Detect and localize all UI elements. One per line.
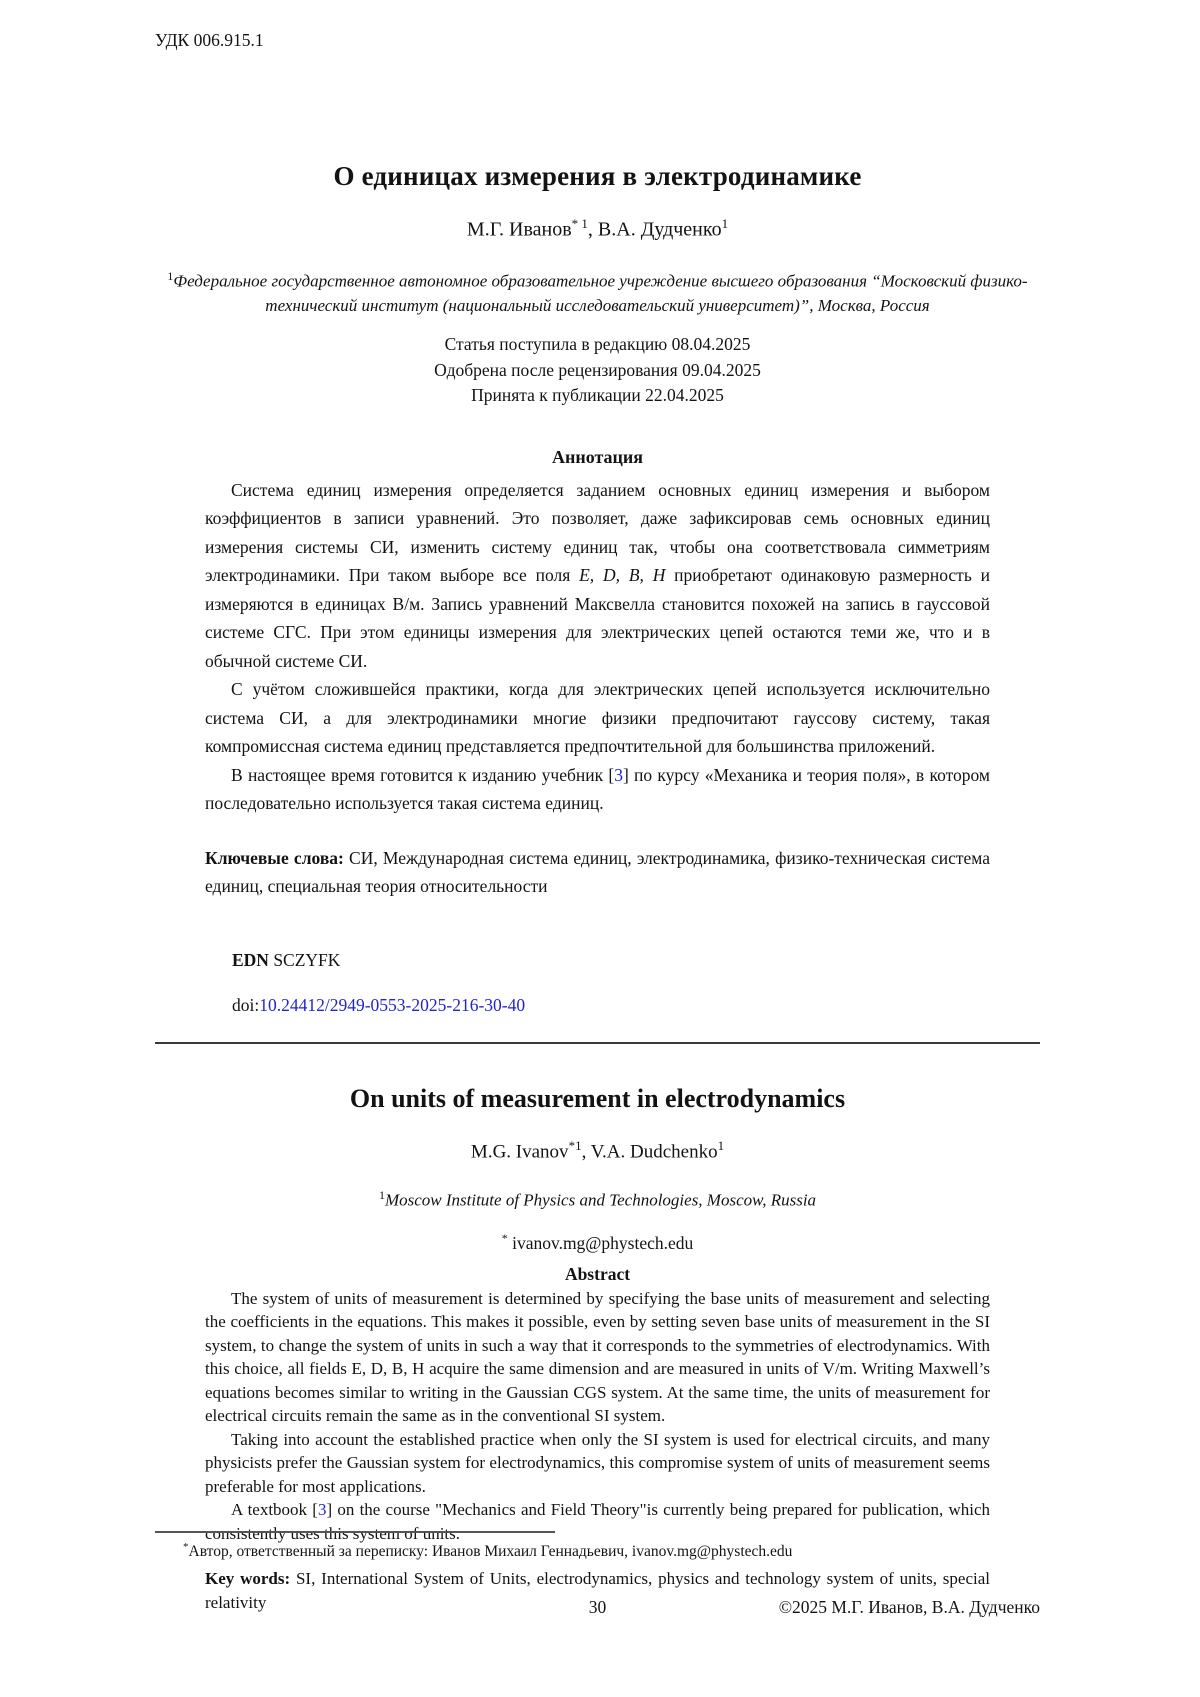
text-run: Система единиц измерения определяется заданием основных единиц измерения и выбором коэффициентов в записи уравнений. Это позволяет, даже зафиксировав семь основных единиц измерения системы СИ, изменить систему единиц так, чтобы она соответствовала симметриям электродинамики. При таком выборе все поля bbox=[205, 479, 990, 586]
text-run: ] по курсу «Механика и теория поля», в котором последовательно используется такая система единиц. bbox=[205, 764, 990, 814]
citation-link[interactable]: 3 bbox=[614, 764, 623, 785]
email-text: ivanov.mg@phystech.edu bbox=[507, 1232, 694, 1253]
abstract-paragraph bbox=[205, 761, 990, 818]
date-reviewed: Одобрена после рецензирования 09.04.2025 bbox=[434, 359, 761, 380]
keywords-text: СИ, Международная система единиц, электродинамика, физико-техническая система единиц, специальная теория относительности bbox=[205, 847, 990, 896]
author-name: В.А. Дудченко bbox=[597, 218, 722, 241]
text-run: The system of units of measurement is determined by specifying the base units of measurement and selecting the coefficients in the equations. This makes it possible, even by setting seven base units of measurement in the SI system, to change the system of units in such a way that it corresponds to the symmetries of electrodynamics. With this choice, all fields E, D, B, H acquire the same dimension and are measured in units of V/m. Writing Maxwell’s equations becomes similar to writing in the Gaussian CGS system. At the same time, the units of measurement for electrical circuits remain the same as in the conventional SI system. bbox=[205, 1288, 990, 1426]
doi-line bbox=[155, 995, 1040, 1016]
affiliation-marker: 1 bbox=[167, 268, 174, 283]
edn-line bbox=[155, 950, 1040, 971]
edn-label: EDN bbox=[232, 949, 269, 970]
section-divider bbox=[155, 1042, 1040, 1044]
author-name: М.Г. Иванов bbox=[466, 218, 572, 241]
russian-authors bbox=[155, 216, 1040, 242]
authors-separator: , bbox=[587, 218, 598, 241]
footnote-marker: * bbox=[183, 1541, 189, 1553]
keywords-label: Ключевые слова: bbox=[205, 847, 344, 868]
russian-abstract bbox=[205, 476, 990, 818]
abstract-paragraph bbox=[205, 675, 990, 761]
author-marker: *1 bbox=[568, 1137, 582, 1153]
citation-link[interactable]: 3 bbox=[317, 1500, 327, 1520]
english-title: On units of measurement in electrodynamics bbox=[349, 1083, 846, 1113]
english-authors bbox=[155, 1138, 1040, 1163]
footnote-rule bbox=[155, 1531, 555, 1533]
russian-title: О единицах измерения в электродинамике bbox=[333, 161, 862, 191]
russian-affiliation bbox=[155, 264, 1040, 319]
page-number: 30 bbox=[588, 1597, 607, 1617]
footnote-text-line bbox=[155, 1541, 1040, 1561]
footnote-text: Автор, ответственный за переписку: Иванов Михаил Геннадьевич, ivanov.mg@phystech.edu bbox=[188, 1543, 793, 1561]
author-marker: 1 bbox=[721, 216, 729, 231]
english-abstract bbox=[205, 1287, 990, 1546]
doi-prefix: doi: bbox=[232, 994, 260, 1015]
author-name: V.A. Dudchenko bbox=[590, 1141, 718, 1163]
abstract-paragraph bbox=[205, 1428, 990, 1499]
author-marker: * 1 bbox=[571, 216, 588, 231]
text-run: С учётом сложившейся практики, когда для электрических цепей используется исключительно система СИ, а для электродинамики многие физики предпочитают гауссову систему, такая компромиссная система единиц представляется предпочтительной для большинства приложений. bbox=[205, 679, 990, 757]
author-marker: 1 bbox=[717, 1137, 725, 1153]
abstract-paragraph bbox=[205, 476, 990, 676]
english-abstract-heading: Abstract bbox=[564, 1263, 631, 1284]
authors-separator: , bbox=[581, 1141, 591, 1163]
footnote bbox=[155, 1541, 1040, 1561]
keywords-label: Key words: bbox=[205, 1569, 291, 1589]
corresponding-email bbox=[155, 1231, 1040, 1254]
copyright-notice: ©2025 М.Г. Иванов, В.А. Дудченко bbox=[778, 1597, 1040, 1617]
text-run: Taking into account the established practice when only the SI system is used for electrical circuits, and many physicists prefer the Gaussian system for electrodynamics, this compromise system of units of measurement seems preferable for most applications. bbox=[205, 1429, 990, 1496]
affiliation-marker: 1 bbox=[378, 1188, 385, 1203]
russian-keywords bbox=[205, 844, 990, 900]
date-received: Статья поступила в редакцию 08.04.2025 bbox=[444, 334, 751, 355]
text-run: В настоящее время готовится к изданию учебник [ bbox=[231, 764, 615, 785]
doi-link[interactable]: 10.24412/2949-0553-2025-216-30-40 bbox=[259, 994, 526, 1015]
author-name: M.G. Ivanov bbox=[470, 1141, 569, 1163]
text-run: ] on the course "Mechanics and Field Theory"is currently being prepared for publication, which consistently uses this system of units. bbox=[205, 1500, 990, 1543]
english-affiliation bbox=[155, 1183, 1040, 1213]
text-run: приобретают одинаковую размерность и измеряются в единицах В/м. Запись уравнений Максвелла становится похожей на запись в гауссовой системе СГС. При этом единицы измерения для электрических цепей остаются теми же, что и в обычной системе СИ. bbox=[205, 565, 990, 671]
page-footer bbox=[155, 1597, 1040, 1621]
affiliation-text: Федеральное государственное автономное образовательное учреждение высшего образования “Московский физико-технический институт (национальный исследовательский университет)”, Москва, Россия bbox=[173, 271, 1028, 316]
abstract-paragraph bbox=[205, 1498, 990, 1545]
affiliation-text: Moscow Institute of Physics and Technologies, Moscow, Russia bbox=[384, 1190, 817, 1210]
text-run: E, D, B, H bbox=[579, 565, 666, 586]
text-run: A textbook [ bbox=[231, 1500, 318, 1520]
keywords-text: SI, International System of Units, electrodynamics, physics and technology system of units, special relativity bbox=[205, 1569, 991, 1612]
russian-abstract-heading: Аннотация bbox=[551, 446, 644, 467]
date-accepted: Принята к публикации 22.04.2025 bbox=[471, 385, 724, 406]
edn-value: SCZYFK bbox=[268, 949, 341, 970]
email-marker: * bbox=[501, 1230, 508, 1245]
article-dates bbox=[155, 332, 1040, 409]
abstract-paragraph bbox=[205, 1287, 990, 1428]
udk-code: УДК 006.915.1 bbox=[155, 30, 264, 50]
